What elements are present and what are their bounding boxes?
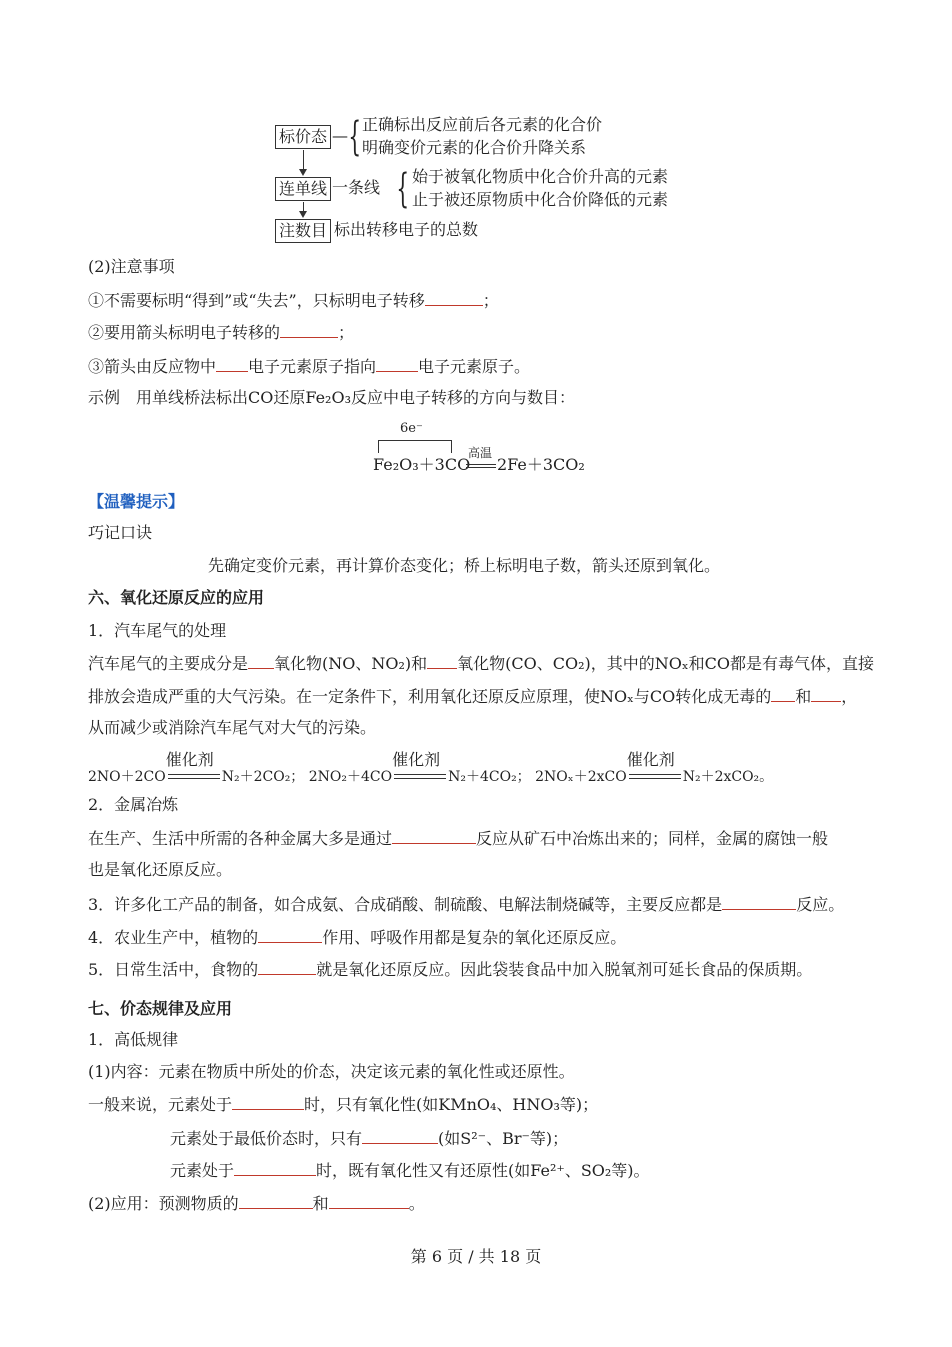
eq-right: N₂＋2xCO₂。 — [682, 769, 774, 785]
blank[interactable] — [239, 1192, 313, 1209]
section-title: 六、氧化还原反应的应用 — [88, 588, 265, 607]
equals-sign — [466, 464, 496, 468]
bridge-arrow-icon — [378, 440, 452, 453]
blank[interactable] — [376, 355, 418, 372]
text: 和 — [312, 1194, 329, 1213]
down-arrow-icon — [303, 202, 304, 216]
text: 反应从矿石中冶炼出来的；同样，金属的腐蚀一般 — [476, 829, 829, 848]
text: 3．许多化工产品的制备，如合成氨、合成硝酸、制硫酸、电解法制烧碱等，主要反应都是 — [88, 895, 723, 914]
blank[interactable] — [722, 893, 796, 910]
text-line — [88, 1192, 425, 1215]
blank[interactable] — [329, 1192, 409, 1209]
blank[interactable] — [392, 827, 476, 844]
down-arrow-icon — [303, 150, 304, 174]
electron-label: 6e⁻ — [400, 421, 423, 436]
diagram-text: 明确变价元素的化合价升降关系 — [362, 138, 587, 157]
diagram-text: 始于被氧化物质中化合价升高的元素 — [412, 167, 669, 186]
text: ； — [482, 291, 499, 310]
text: 元素处于最低价态时，只有 — [170, 1129, 363, 1148]
text: 4．农业生产中，植物的 — [88, 928, 259, 947]
box-label-valence: 标价态 — [275, 125, 331, 149]
text: 汽车尾气的主要成分是 — [88, 654, 249, 673]
tip-title: 【温馨提示】 — [88, 492, 185, 511]
example-text: 示例 用单线桥法标出CO还原Fe₂O₃反应中电子转移的方向与数目： — [88, 388, 576, 407]
catalyst-equations — [88, 750, 774, 788]
text-line — [170, 1159, 650, 1182]
text: 电子元素原子指向 — [248, 357, 377, 376]
text: ①不需要标明“得到”或“失去”，只标明电子转移 — [88, 291, 425, 310]
text: 氧化物(CO、CO₂)，其中的NOₓ和CO都是有毒气体，直接 — [457, 654, 875, 673]
text-line — [88, 321, 354, 344]
blank[interactable] — [258, 958, 316, 975]
blank[interactable] — [280, 321, 338, 338]
text: 排放会造成严重的大气污染。在一定条件下，利用氧化还原反应原理，使NOₓ与CO转化成无毒的 — [88, 687, 772, 706]
item-heading: 1．汽车尾气的处理 — [88, 621, 227, 640]
blank[interactable] — [232, 1093, 304, 1110]
blank[interactable] — [248, 652, 274, 669]
condition: 高温 — [468, 446, 493, 460]
text-line — [88, 355, 530, 378]
text: ②要用箭头标明电子转移的 — [88, 323, 281, 342]
text: 电子元素原子。 — [418, 357, 531, 376]
text: 氧化物(NO、NO₂)和 — [274, 654, 428, 673]
reactants: Fe₂O₃＋3CO — [373, 455, 471, 474]
text-line — [88, 652, 874, 675]
text: ， — [841, 687, 858, 706]
text: 就是氧化还原反应。因此袋装食品中加入脱氧剂可延长食品的保质期。 — [316, 960, 813, 979]
catalyst-label: 催化剂 — [392, 750, 441, 769]
blank[interactable] — [427, 652, 457, 669]
text-line — [88, 958, 812, 981]
text: (2)应用：预测物质的 — [88, 1194, 239, 1213]
item-heading: 1．高低规律 — [88, 1030, 179, 1049]
text: 反应。 — [796, 895, 845, 914]
diagram-text: 一条线 — [332, 178, 381, 197]
tip-subtitle: 巧记口诀 — [88, 523, 153, 542]
dash: — — [332, 126, 348, 145]
text-line — [88, 685, 857, 708]
text: 5．日常生活中，食物的 — [88, 960, 259, 979]
blank[interactable] — [234, 1159, 316, 1176]
catalyst-arrow — [392, 750, 448, 781]
catalyst-label: 催化剂 — [165, 750, 214, 769]
diagram-text: 正确标出反应前后各元素的化合价 — [362, 115, 603, 134]
text-line — [88, 827, 828, 850]
text: 和 — [795, 687, 812, 706]
text-line: 从而减少或消除汽车尾气对大气的污染。 — [88, 718, 377, 737]
text: 一般来说，元素处于 — [88, 1095, 233, 1114]
text-line — [88, 1093, 598, 1116]
blank[interactable] — [362, 1127, 438, 1144]
catalyst-label: 催化剂 — [626, 750, 675, 769]
text-line — [88, 289, 499, 312]
text: 在生产、生活中所需的各种金属大多是通过 — [88, 829, 393, 848]
blank[interactable] — [216, 355, 248, 372]
text-line — [88, 893, 844, 916]
blank[interactable] — [771, 685, 795, 702]
text: 作用、呼吸作用都是复杂的氧化还原反应。 — [322, 928, 627, 947]
text-line — [88, 926, 626, 949]
section-title: 七、价态规律及应用 — [88, 999, 233, 1018]
eq-left: 2NO＋2CO — [88, 769, 166, 785]
blank[interactable] — [811, 685, 841, 702]
box-count: 注数目 — [275, 219, 331, 243]
eq-left: 2NOₓ＋2xCO — [535, 769, 627, 785]
item-heading: 2．金属冶炼 — [88, 795, 179, 814]
catalyst-arrow — [626, 750, 683, 781]
text: 。 — [408, 1194, 425, 1213]
eq-left: 2NO₂＋4CO — [308, 769, 393, 785]
heading: (2)注意事项 — [88, 257, 175, 276]
brace: { — [396, 166, 410, 212]
page-footer: 第 6 页 / 共 18 页 — [410, 1247, 542, 1266]
catalyst-arrow — [165, 750, 222, 781]
blank[interactable] — [425, 289, 483, 306]
diagram-text: 标出转移电子的总数 — [334, 220, 479, 239]
text: 时，既有氧化性又有还原性(如Fe²⁺、SO₂等)。 — [316, 1161, 650, 1180]
products: 2Fe＋3CO₂ — [497, 455, 585, 474]
diagram-text: 止于被还原物质中化合价降低的元素 — [412, 190, 669, 209]
eq-right: N₂＋2CO₂； — [221, 769, 305, 785]
brace: { — [348, 114, 362, 160]
box-line: 连单线 — [275, 177, 331, 201]
eq-right: N₂＋4CO₂； — [448, 769, 531, 785]
blank[interactable] — [258, 926, 322, 943]
text: ； — [338, 323, 355, 342]
text: ③箭头由反应物中 — [88, 357, 217, 376]
text: 时，只有氧化性(如KMnO₄、HNO₃等)； — [304, 1095, 599, 1114]
text: (如S²⁻、Br⁻等)； — [438, 1129, 569, 1148]
text: 元素处于 — [170, 1161, 235, 1180]
text-line: 也是氧化还原反应。 — [88, 860, 233, 879]
text-line: (1)内容：元素在物质中所处的价态，决定该元素的氧化性或还原性。 — [88, 1062, 575, 1081]
mnemonic: 先确定变价元素，再计算价态变化；桥上标明电子数，箭头还原到氧化。 — [208, 556, 721, 575]
text-line — [170, 1127, 568, 1150]
